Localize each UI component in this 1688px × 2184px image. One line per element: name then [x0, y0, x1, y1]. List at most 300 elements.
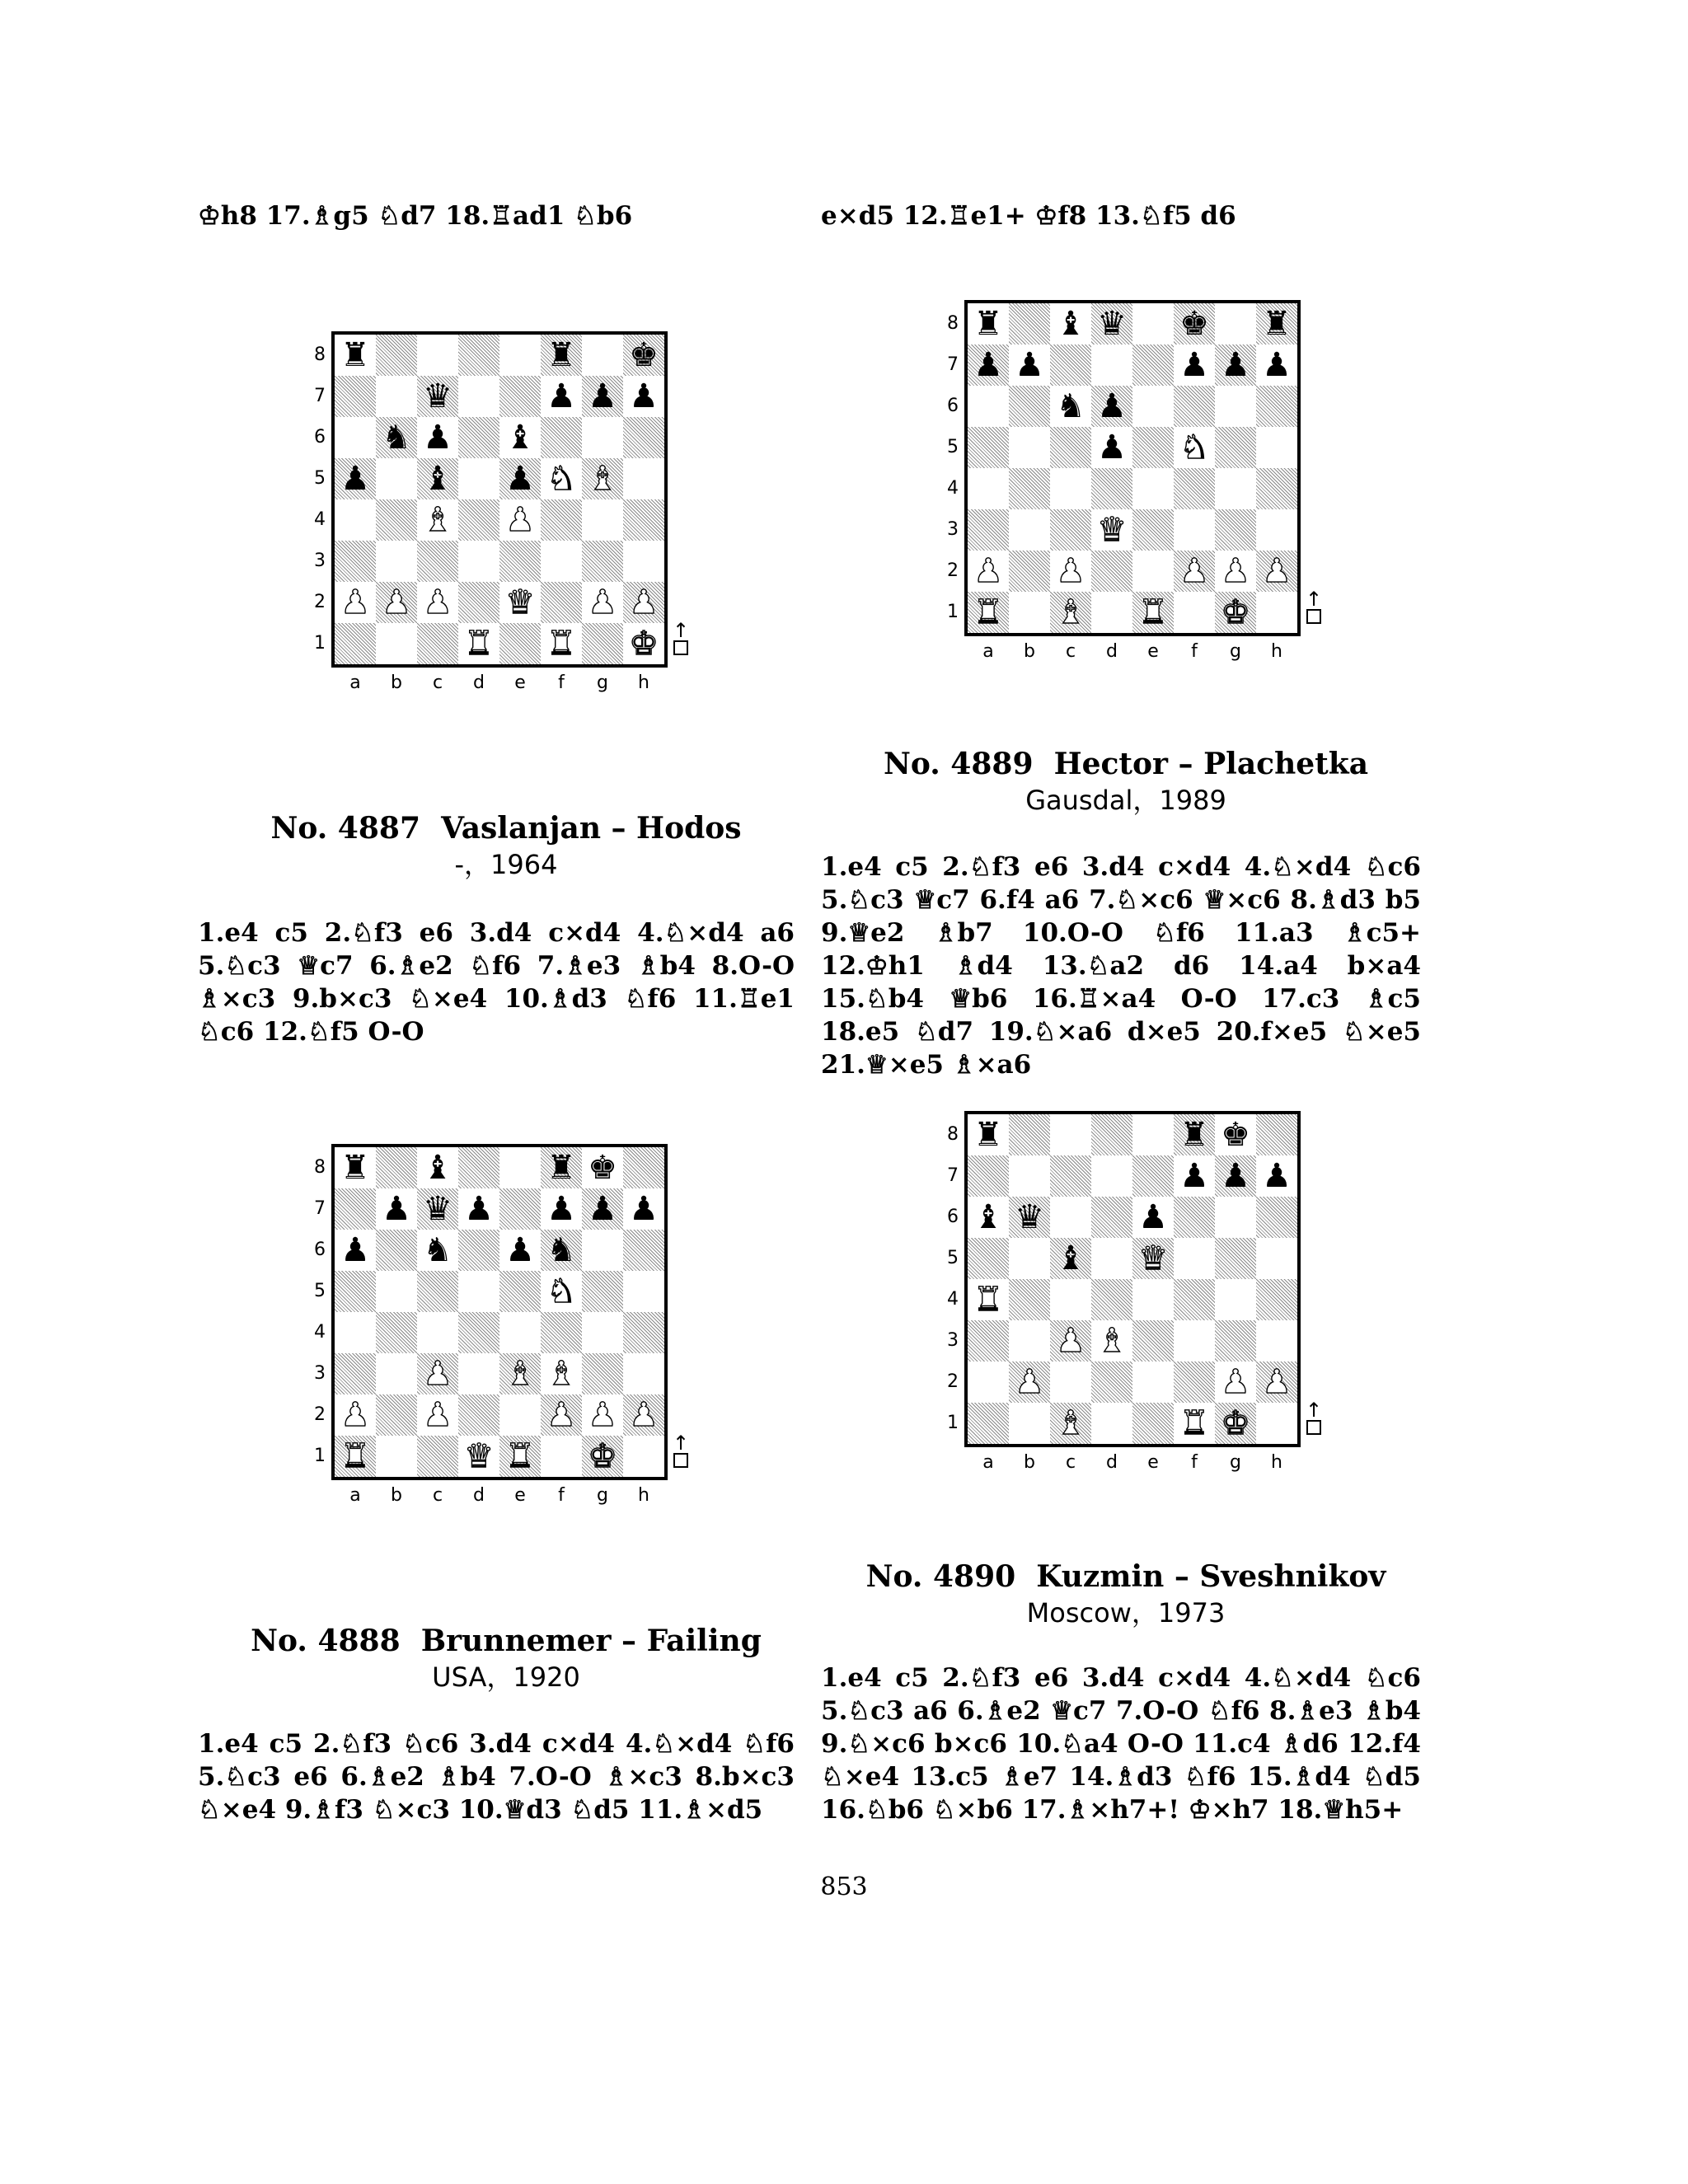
game-title: No. 4887 Vaslanjan – Hodos	[270, 811, 742, 846]
square-a2	[335, 582, 376, 623]
file-label: h	[638, 673, 649, 693]
chess-diagram-4888	[307, 1144, 694, 1515]
rank-label: 3	[947, 519, 959, 540]
file-label: c	[1065, 1452, 1076, 1473]
white-pawn-icon: ♟	[1221, 552, 1250, 590]
square-f2	[1174, 1361, 1215, 1403]
rank-label: 7	[314, 1198, 326, 1219]
chess-diagram-4889	[940, 300, 1327, 671]
white-bishop-icon: ♝	[1056, 593, 1085, 631]
square-h8	[1256, 1114, 1297, 1155]
black-knight-icon: ♞	[382, 419, 411, 457]
rank-label: 3	[947, 1330, 959, 1351]
square-b7	[376, 376, 417, 417]
square-b1	[376, 623, 417, 664]
square-e7	[1132, 344, 1174, 386]
black-bishop-icon: ♝	[1056, 1240, 1085, 1277]
square-b1	[1009, 592, 1050, 633]
square-b2	[376, 582, 417, 623]
black-pawn-icon: ♟	[464, 1190, 494, 1228]
square-f2	[541, 1394, 582, 1436]
square-a7	[335, 1188, 376, 1230]
square-e4	[499, 499, 541, 541]
square-g2	[1215, 551, 1256, 592]
game-heading	[821, 1558, 1431, 1630]
file-label: b	[1024, 641, 1035, 662]
rank-label: 5	[314, 1281, 326, 1301]
file-label: e	[1147, 1452, 1159, 1473]
white-pawn-icon: ♟	[629, 583, 659, 621]
square-f6	[541, 417, 582, 458]
square-b6	[1009, 1197, 1050, 1238]
square-h1	[1256, 1403, 1297, 1444]
file-label: b	[391, 673, 402, 693]
square-a1	[968, 1403, 1009, 1444]
black-rook-icon: ♜	[546, 1149, 576, 1187]
rank-label: 1	[314, 633, 326, 654]
file-label: d	[1106, 1452, 1118, 1473]
square-g7	[1215, 1155, 1256, 1197]
square-a1	[335, 1436, 376, 1477]
square-e5	[1132, 1238, 1174, 1279]
rank-label: 1	[947, 602, 959, 622]
square-c1	[417, 623, 458, 664]
square-c2	[417, 1394, 458, 1436]
file-label: f	[1191, 1452, 1198, 1473]
square-g3	[1215, 509, 1256, 551]
black-rook-icon: ♜	[340, 1149, 370, 1187]
square-c8	[417, 335, 458, 376]
square-a6	[968, 386, 1009, 427]
white-pawn-icon: ♟	[588, 583, 617, 621]
square-c1	[1050, 1403, 1091, 1444]
square-f8	[1174, 303, 1215, 344]
square-g1	[582, 1436, 623, 1477]
game-moves: 1.e4 c5 2.♘f3 e6 3.d4 c×d4 4.♘×d4 ♘c6 5.♘c3 a6 6.♗e2 ♕c7 7.O-O ♘f6 8.♗e3 ♗b4 9.♘×c6 b×c6 10.♘a4 O-O 11.c4 ♗d6 12.f4 ♘×e4 13.c5 ♗e7 14.♗d3 ♘f6 15.♗d4 ♘d5 16.♘b6 ♘×b6 17.♗×h7+! ♔×h7 18.♕h5+	[821, 1663, 1421, 1825]
file-label: b	[391, 1485, 402, 1506]
file-label: d	[473, 1485, 485, 1506]
square-b8	[1009, 1114, 1050, 1155]
rank-label: 7	[947, 354, 959, 375]
black-pawn-icon: ♟	[340, 460, 370, 498]
square-d3	[458, 1353, 499, 1394]
square-f1	[1174, 1403, 1215, 1444]
black-pawn-icon: ♟	[1221, 346, 1250, 384]
rank-label: 5	[947, 437, 959, 457]
square-b5	[376, 458, 417, 499]
square-c3	[1050, 509, 1091, 551]
square-c1	[417, 1436, 458, 1477]
white-pawn-icon: ♟	[382, 583, 411, 621]
square-f6	[1174, 386, 1215, 427]
square-e5	[499, 458, 541, 499]
square-d6	[458, 417, 499, 458]
black-king-icon: ♚	[1179, 305, 1209, 343]
square-g1	[1215, 1403, 1256, 1444]
black-pawn-icon: ♟	[973, 346, 1003, 384]
arrow-up-icon: ↑	[1306, 588, 1323, 611]
arrow-up-icon: ↑	[673, 1432, 690, 1455]
square-c8	[1050, 303, 1091, 344]
square-b7	[1009, 344, 1050, 386]
square-c4	[1050, 468, 1091, 509]
square-c4	[417, 1312, 458, 1353]
file-label: c	[432, 673, 443, 693]
square-a2	[968, 551, 1009, 592]
black-rook-icon: ♜	[973, 305, 1003, 343]
rank-label: 6	[947, 396, 959, 416]
square-c2	[1050, 1361, 1091, 1403]
file-label: d	[1106, 641, 1118, 662]
square-a3	[968, 509, 1009, 551]
square-f4	[541, 1312, 582, 1353]
square-b7	[376, 1188, 417, 1230]
square-b4	[376, 1312, 417, 1353]
square-f1	[541, 1436, 582, 1477]
square-g5	[582, 458, 623, 499]
black-queen-icon: ♛	[423, 377, 452, 415]
rank-label: 2	[947, 560, 959, 581]
rank-label: 4	[314, 1322, 326, 1343]
square-b1	[376, 1436, 417, 1477]
file-label: b	[1024, 1452, 1035, 1473]
square-f5	[541, 1271, 582, 1312]
square-f5	[541, 458, 582, 499]
square-g4	[582, 1312, 623, 1353]
square-d3	[1091, 1320, 1132, 1361]
square-c6	[1050, 1197, 1091, 1238]
square-e6	[499, 1230, 541, 1271]
square-h5	[623, 458, 664, 499]
square-b6	[376, 1230, 417, 1271]
square-c7	[1050, 344, 1091, 386]
file-label: h	[1271, 1452, 1282, 1473]
black-pawn-icon: ♟	[423, 419, 452, 457]
square-e7	[499, 1188, 541, 1230]
square-e7	[499, 376, 541, 417]
square-a8	[335, 335, 376, 376]
square-b3	[1009, 509, 1050, 551]
square-f4	[1174, 1279, 1215, 1320]
square-g1	[582, 623, 623, 664]
square-f7	[1174, 1155, 1215, 1197]
black-queen-icon: ♛	[1097, 305, 1127, 343]
white-rook-icon: ♜	[973, 1281, 1003, 1319]
file-label: a	[982, 1452, 994, 1473]
square-g6	[1215, 1197, 1256, 1238]
black-king-icon: ♚	[629, 336, 659, 374]
square-d1	[1091, 1403, 1132, 1444]
square-g8	[1215, 303, 1256, 344]
game-title: No. 4890 Kuzmin – Sveshnikov	[865, 1559, 1386, 1594]
square-d2	[458, 1394, 499, 1436]
square-b8	[376, 1147, 417, 1188]
square-c5	[1050, 1238, 1091, 1279]
white-rook-icon: ♜	[340, 1437, 370, 1475]
square-d4	[1091, 468, 1132, 509]
square-h3	[1256, 509, 1297, 551]
square-c4	[1050, 1279, 1091, 1320]
square-h8	[623, 1147, 664, 1188]
square-g1	[1215, 592, 1256, 633]
square-e4	[1132, 1279, 1174, 1320]
black-pawn-icon: ♟	[382, 1190, 411, 1228]
square-a3	[968, 1320, 1009, 1361]
square-d2	[1091, 551, 1132, 592]
square-d8	[1091, 303, 1132, 344]
square-d5	[458, 458, 499, 499]
white-bishop-icon: ♝	[423, 501, 452, 539]
file-label: g	[597, 673, 608, 693]
square-b1	[1009, 1403, 1050, 1444]
square-d4	[1091, 1279, 1132, 1320]
square-h8	[1256, 303, 1297, 344]
black-pawn-icon: ♟	[340, 1231, 370, 1269]
rank-label: 2	[314, 592, 326, 612]
square-a4	[335, 499, 376, 541]
square-a2	[335, 1394, 376, 1436]
square-d8	[458, 335, 499, 376]
chess-board	[964, 1111, 1301, 1447]
rank-label: 1	[314, 1446, 326, 1466]
black-pawn-icon: ♟	[505, 460, 535, 498]
square-e3	[499, 1353, 541, 1394]
square-f5	[1174, 1238, 1215, 1279]
square-f5	[1174, 427, 1215, 468]
white-pawn-icon: ♟	[423, 1355, 452, 1393]
rank-label: 5	[314, 468, 326, 489]
black-rook-icon: ♜	[1179, 1116, 1209, 1154]
square-g7	[582, 376, 623, 417]
rank-label: 4	[314, 509, 326, 530]
square-d6	[458, 1230, 499, 1271]
arrow-up-icon: ↑	[673, 619, 690, 642]
square-b3	[376, 1353, 417, 1394]
square-c1	[1050, 592, 1091, 633]
square-f8	[541, 335, 582, 376]
square-h4	[623, 1312, 664, 1353]
square-h2	[623, 1394, 664, 1436]
square-a4	[968, 1279, 1009, 1320]
square-d6	[1091, 1197, 1132, 1238]
square-h3	[623, 1353, 664, 1394]
square-h2	[1256, 1361, 1297, 1403]
square-e2	[1132, 1361, 1174, 1403]
white-pawn-icon: ♟	[340, 1396, 370, 1434]
square-g5	[582, 1271, 623, 1312]
square-d2	[1091, 1361, 1132, 1403]
black-rook-icon: ♜	[1262, 305, 1292, 343]
game-moves: 1.e4 c5 2.♘f3 e6 3.d4 c×d4 4.♘×d4 ♘c6 5.♘c3 ♕c7 6.f4 a6 7.♘×c6 ♕×c6 8.♗d3 b5 9.♕e2 ♗b7 10.O-O ♘f6 11.a3 ♗c5+ 12.♔h1 ♗d4 13.♘a2 d6 14.a4 b×a4 15.♘b4 ♕b6 16.♖×a4 O-O 17.c3 ♗c5 18.e5 ♘d7 19.♘×a6 d×e5 20.f×e5 ♘×e5 21.♕×e5 ♗×a6	[821, 852, 1421, 1080]
square-e8	[1132, 1114, 1174, 1155]
game-moves: 1.e4 c5 2.♘f3 ♘c6 3.d4 c×d4 4.♘×d4 ♘f6 5.♘c3 e6 6.♗e2 ♗b4 7.O-O ♗×c3 8.b×c3 ♘×e4 9.♗f3 ♘×c3 10.♕d3 ♘d5 11.♗×d5	[198, 1729, 795, 1825]
square-c6	[417, 417, 458, 458]
file-label: g	[1230, 1452, 1241, 1473]
file-label: f	[558, 1485, 565, 1506]
square-f7	[1174, 344, 1215, 386]
square-c8	[1050, 1114, 1091, 1155]
white-pawn-icon: ♟	[1056, 1322, 1085, 1360]
black-pawn-icon: ♟	[629, 377, 659, 415]
square-b5	[1009, 1238, 1050, 1279]
square-e5	[1132, 427, 1174, 468]
file-label: f	[1191, 641, 1198, 662]
black-knight-icon: ♞	[1056, 387, 1085, 425]
white-rook-icon: ♜	[546, 625, 576, 663]
black-pawn-icon: ♟	[1179, 1157, 1209, 1195]
square-h5	[1256, 427, 1297, 468]
square-d7	[1091, 1155, 1132, 1197]
square-f6	[1174, 1197, 1215, 1238]
game-event: USA，1920	[432, 1661, 580, 1693]
square-d4	[458, 499, 499, 541]
square-e6	[1132, 386, 1174, 427]
square-d1	[458, 1436, 499, 1477]
white-rook-icon: ♜	[973, 593, 1003, 631]
chess-board	[331, 1144, 668, 1480]
square-d8	[1091, 1114, 1132, 1155]
black-pawn-icon: ♟	[1138, 1198, 1168, 1236]
rank-label: 1	[947, 1413, 959, 1433]
white-pawn-icon: ♟	[423, 583, 452, 621]
rank-label: 5	[947, 1248, 959, 1268]
square-e3	[1132, 1320, 1174, 1361]
square-c5	[417, 1271, 458, 1312]
square-g5	[1215, 427, 1256, 468]
square-g3	[582, 1353, 623, 1394]
square-e3	[499, 541, 541, 582]
rank-label: 3	[314, 551, 326, 571]
square-g6	[1215, 386, 1256, 427]
white-rook-icon: ♜	[464, 625, 494, 663]
game-title: No. 4888 Brunnemer – Failing	[251, 1624, 762, 1658]
white-square-icon	[1306, 609, 1321, 624]
square-b6	[376, 417, 417, 458]
square-f2	[541, 582, 582, 623]
white-bishop-icon: ♝	[1056, 1404, 1085, 1442]
square-f8	[541, 1147, 582, 1188]
square-d4	[458, 1312, 499, 1353]
square-c6	[1050, 386, 1091, 427]
black-queen-icon: ♛	[423, 1190, 452, 1228]
black-king-icon: ♚	[588, 1149, 617, 1187]
white-pawn-icon: ♟	[1015, 1363, 1044, 1401]
square-f7	[541, 376, 582, 417]
square-a2	[968, 1361, 1009, 1403]
square-a5	[335, 1271, 376, 1312]
square-a8	[968, 1114, 1009, 1155]
square-b8	[1009, 303, 1050, 344]
square-c3	[417, 1353, 458, 1394]
square-a6	[335, 1230, 376, 1271]
white-pawn-icon: ♟	[629, 1396, 659, 1434]
black-pawn-icon: ♟	[546, 1190, 576, 1228]
white-pawn-icon: ♟	[340, 583, 370, 621]
square-g5	[1215, 1238, 1256, 1279]
square-h1	[623, 1436, 664, 1477]
file-label: e	[514, 1485, 526, 1506]
square-d2	[458, 582, 499, 623]
square-e1	[499, 623, 541, 664]
square-b4	[1009, 1279, 1050, 1320]
square-a3	[335, 1353, 376, 1394]
square-g8	[582, 1147, 623, 1188]
square-f6	[541, 1230, 582, 1271]
white-queen-icon: ♛	[505, 583, 535, 621]
chess-diagram-4887	[307, 331, 694, 702]
square-h6	[623, 1230, 664, 1271]
square-f3	[541, 1353, 582, 1394]
black-pawn-icon: ♟	[629, 1190, 659, 1228]
white-pawn-icon: ♟	[546, 1396, 576, 1434]
game-heading	[198, 809, 814, 882]
white-bishop-icon: ♝	[1097, 1322, 1127, 1360]
black-pawn-icon: ♟	[546, 377, 576, 415]
file-label: h	[638, 1485, 649, 1506]
square-a5	[968, 427, 1009, 468]
file-label: e	[514, 673, 526, 693]
black-pawn-icon: ♟	[1179, 346, 1209, 384]
white-pawn-icon: ♟	[588, 1396, 617, 1434]
square-d3	[1091, 509, 1132, 551]
square-c5	[1050, 427, 1091, 468]
square-f3	[1174, 1320, 1215, 1361]
side-to-move-indicator	[673, 621, 689, 655]
black-pawn-icon: ♟	[505, 1231, 535, 1269]
black-bishop-icon: ♝	[973, 1198, 1003, 1236]
black-queen-icon: ♛	[1015, 1198, 1044, 1236]
file-label: f	[558, 673, 565, 693]
square-h4	[1256, 1279, 1297, 1320]
square-h2	[1256, 551, 1297, 592]
game-heading	[821, 745, 1431, 818]
rank-label: 4	[947, 478, 959, 499]
square-b5	[376, 1271, 417, 1312]
square-d7	[458, 1188, 499, 1230]
square-d7	[458, 376, 499, 417]
white-pawn-icon: ♟	[505, 501, 535, 539]
white-pawn-icon: ♟	[1056, 552, 1085, 590]
square-e1	[1132, 1403, 1174, 1444]
square-a1	[968, 592, 1009, 633]
square-a6	[335, 417, 376, 458]
white-knight-icon: ♞	[546, 460, 576, 498]
square-c3	[1050, 1320, 1091, 1361]
square-f3	[1174, 509, 1215, 551]
file-label: c	[1065, 641, 1076, 662]
black-pawn-icon: ♟	[1015, 346, 1044, 384]
square-h2	[623, 582, 664, 623]
square-f8	[1174, 1114, 1215, 1155]
square-e7	[1132, 1155, 1174, 1197]
square-h4	[1256, 468, 1297, 509]
white-rook-icon: ♜	[1179, 1404, 1209, 1442]
square-h3	[1256, 1320, 1297, 1361]
rank-label: 4	[947, 1289, 959, 1310]
side-to-move-indicator	[1306, 1401, 1322, 1435]
square-e2	[499, 1394, 541, 1436]
black-bishop-icon: ♝	[423, 1149, 452, 1187]
square-b2	[376, 1394, 417, 1436]
white-pawn-icon: ♟	[1179, 552, 1209, 590]
square-h7	[623, 376, 664, 417]
white-bishop-icon: ♝	[505, 1355, 535, 1393]
square-d3	[458, 541, 499, 582]
square-b7	[1009, 1155, 1050, 1197]
white-king-icon: ♚	[588, 1437, 617, 1475]
square-h5	[623, 1271, 664, 1312]
chess-diagram-4890	[940, 1111, 1327, 1482]
